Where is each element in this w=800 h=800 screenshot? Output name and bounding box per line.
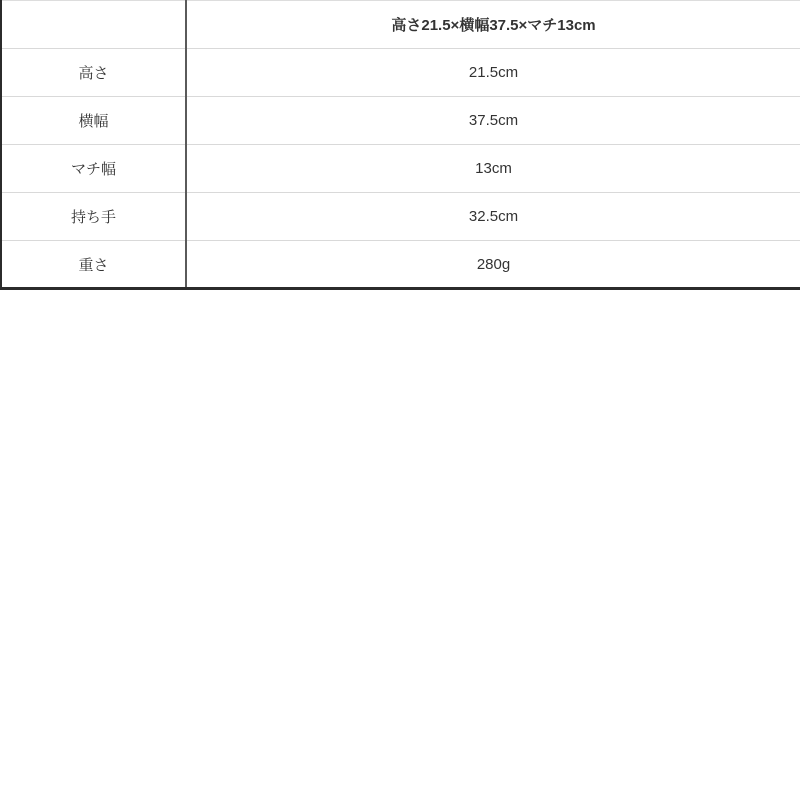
spec-value-width: 37.5cm: [186, 97, 800, 145]
spec-label-height: 高さ: [1, 49, 186, 97]
spec-header-value-cell: 高さ21.5×横幅37.5×マチ13cm: [391, 17, 596, 34]
spec-label-weight: 重さ: [1, 241, 186, 289]
spec-row-weight: [1, 241, 800, 289]
spec-header-row: [1, 1, 800, 49]
spec-value-height: 21.5cm: [186, 49, 800, 97]
spec-row-height: [1, 49, 800, 97]
spec-row-width: [1, 97, 800, 145]
spec-header-label-cell: [1, 1, 186, 49]
product-size-spec-table: [0, 0, 800, 290]
spec-value-handle: 32.5cm: [186, 193, 800, 241]
spec-value-gusset: 13cm: [186, 145, 800, 193]
spec-row-handle: [1, 193, 800, 241]
spec-label-width: 横幅: [1, 97, 186, 145]
spec-label-handle: 持ち手: [1, 193, 186, 241]
spec-label-gusset: マチ幅: [1, 145, 186, 193]
spec-value-weight: 280g: [186, 241, 800, 289]
spec-row-gusset: [1, 145, 800, 193]
